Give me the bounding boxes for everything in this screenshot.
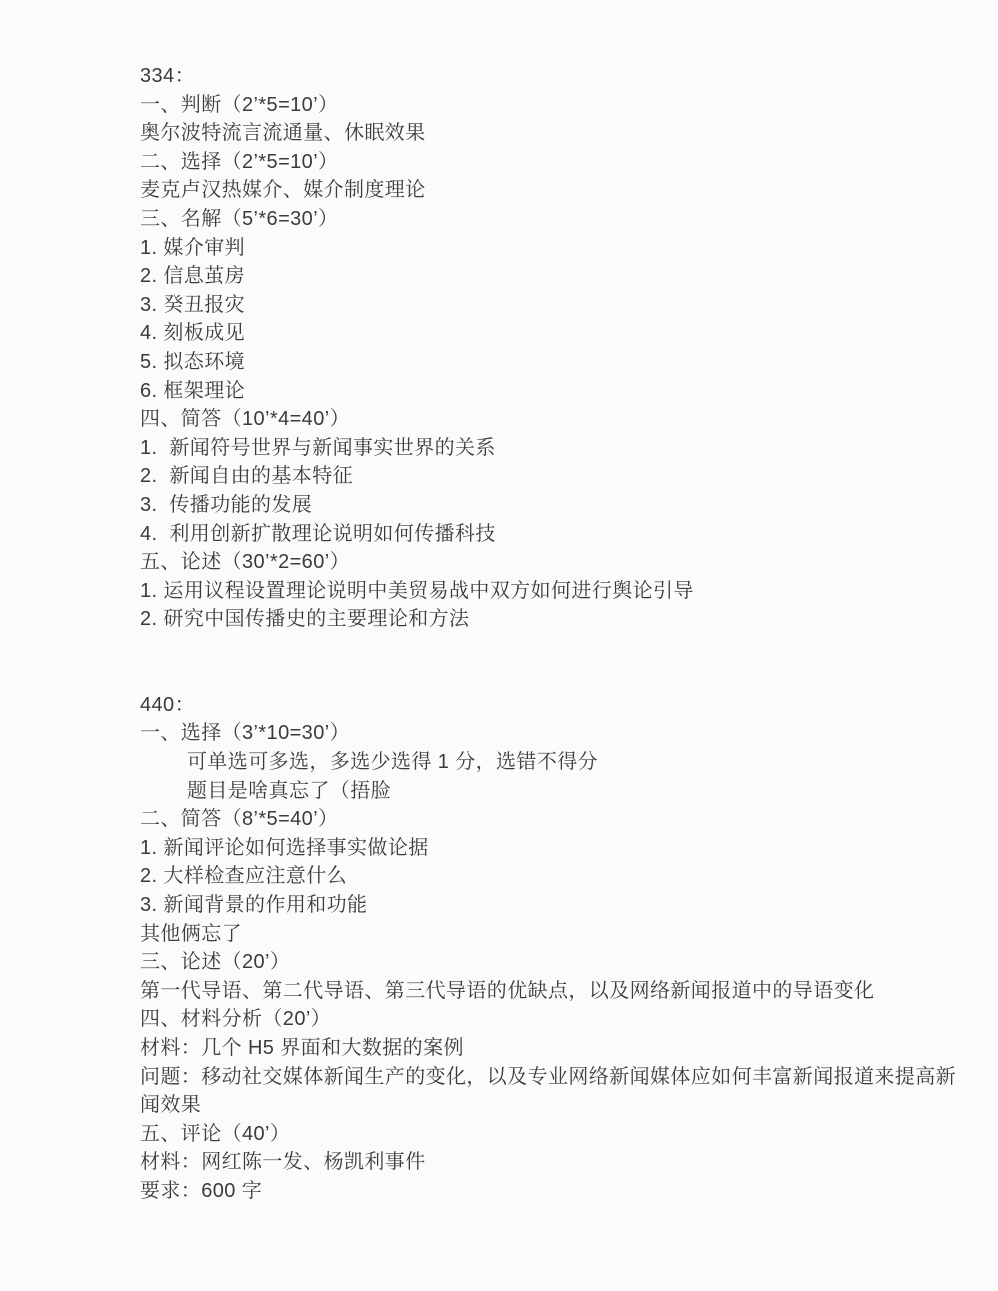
text-line: 1. 媒介审判: [140, 236, 246, 259]
text-line: 3. 癸丑报灾: [140, 293, 246, 316]
text-line: 要求：600 字: [140, 1179, 263, 1202]
text-line: 440：: [140, 693, 195, 716]
text-line: 材料：几个 H5 界面和大数据的案例: [140, 1037, 464, 1059]
text-line: 334：: [140, 65, 195, 87]
text-line: 5. 拟态环境: [140, 350, 246, 373]
text-line: 3. 传播功能的发展: [140, 493, 313, 516]
text-line: 麦克卢汉热媒介、媒介制度理论: [140, 179, 426, 202]
text-line: 4. 利用创新扩散理论说明如何传播科技: [140, 522, 496, 545]
text-line: 闻效果: [140, 1094, 202, 1117]
document-content: [140, 62, 972, 1206]
text-line: 二、简答（8’*5=40’）: [140, 808, 339, 831]
text-line: 第一代导语、第二代导语、第三代导语的优缺点，以及网络新闻报道中的导语变化: [140, 979, 875, 1002]
text-line: 可单选可多选，多选少选得 1 分，选错不得分: [187, 751, 599, 774]
text-line: 2. 大样检查应注意什么: [140, 865, 348, 888]
text-line: 四、简答（10’*4=40’）: [140, 408, 350, 431]
text-line: 五、评论（40’）: [140, 1122, 291, 1145]
text-line: 3. 新闻背景的作用和功能: [140, 894, 368, 917]
text-line: 其他俩忘了: [140, 922, 242, 945]
text-line: 奥尔波特流言流通量、休眠效果: [140, 122, 426, 145]
section-440: [140, 691, 972, 1206]
text-line: 四、材料分析（20’）: [140, 1008, 332, 1031]
text-line: 材料：网红陈一发、杨凯利事件: [140, 1151, 426, 1174]
text-line: 1. 新闻评论如何选择事实做论据: [140, 836, 429, 859]
text-line: 五、论述（30’*2=60’）: [140, 551, 350, 574]
text-line: 题目是啥真忘了（捂脸: [187, 779, 391, 802]
text-line: 2. 研究中国传播史的主要理论和方法: [140, 608, 470, 631]
section-334: [140, 62, 972, 634]
text-line: 1. 新闻符号世界与新闻事实世界的关系: [140, 436, 496, 459]
text-line: 三、论述（20’）: [140, 951, 291, 974]
text-line: 6. 框架理论: [140, 379, 246, 402]
text-line: 一、判断（2’*5=10’）: [140, 93, 339, 116]
text-line: 1. 运用议程设置理论说明中美贸易战中双方如何进行舆论引导: [140, 579, 694, 602]
text-line: 三、名解（5’*6=30’）: [140, 207, 339, 230]
text-line: 2. 新闻自由的基本特征: [140, 465, 353, 488]
text-line: 一、选择（3’*10=30’）: [140, 722, 350, 745]
text-line: 二、选择（2’*5=10’）: [140, 150, 339, 173]
text-line: 2. 信息茧房: [140, 265, 246, 288]
text-line: 4. 刻板成见: [140, 322, 246, 345]
text-line: 问题：移动社交媒体新闻生产的变化，以及专业网络新闻媒体应如何丰富新闻报道来提高新: [140, 1065, 956, 1088]
